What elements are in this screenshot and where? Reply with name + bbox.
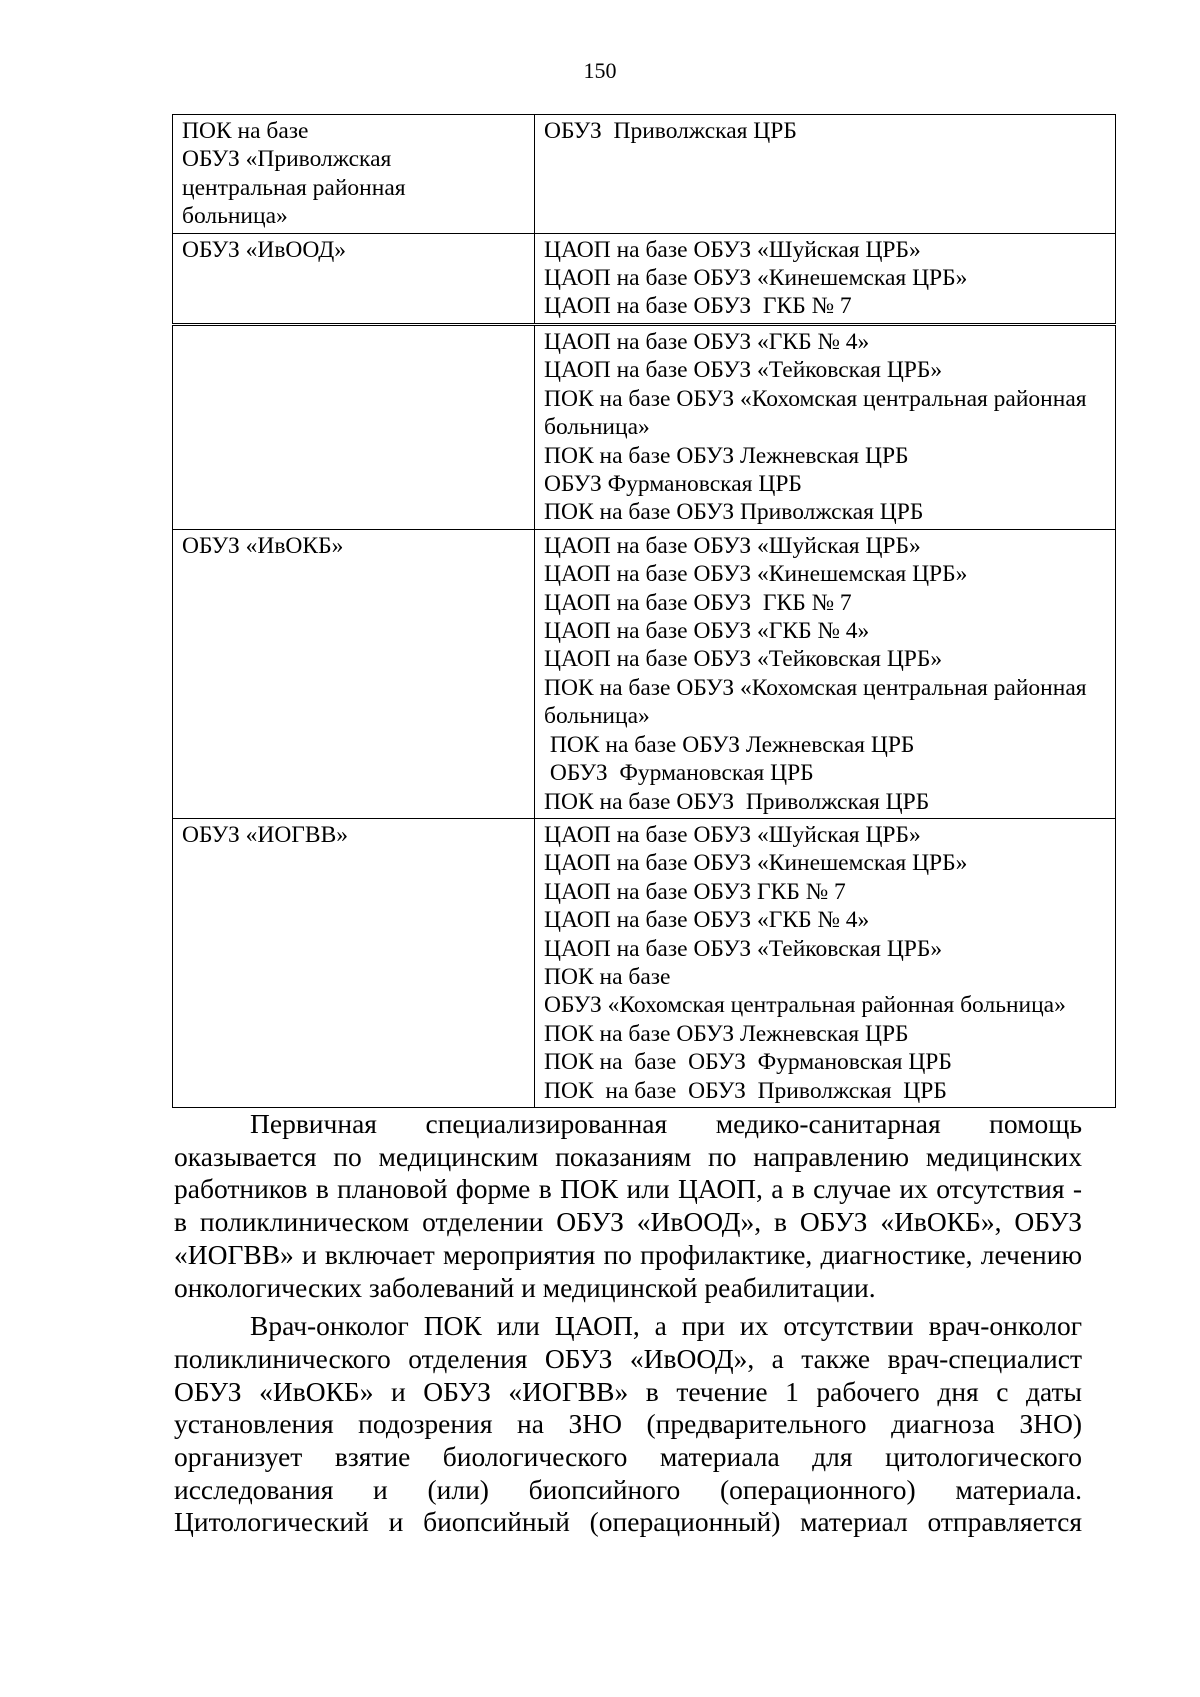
table-body <box>173 326 1116 1108</box>
cell-line: ЦАОП на базе ОБУЗ ГКБ № 7 <box>544 293 852 320</box>
cell-line: ПОК на базе ОБУЗ Лежневская ЦРБ <box>544 442 909 469</box>
cell-line: ПОК на базе <box>544 963 671 990</box>
cell-line: ОБУЗ «Приволжская <box>182 146 392 173</box>
table-row <box>173 326 1116 530</box>
facilities-cell <box>535 115 1116 234</box>
cell-line: ЦАОП на базе ОБУЗ «Кинешемская ЦРБ» <box>544 265 968 292</box>
cell-line <box>182 328 534 356</box>
organizations-table-part-2 <box>172 325 1116 1108</box>
cell-line: ОБУЗ Фурмановская ЦРБ <box>544 760 814 787</box>
cell-line: ОБУЗ Фурмановская ЦРБ <box>544 471 802 498</box>
cell-line: ПОК на базе ОБУЗ «Кохомская центральная районная <box>544 674 1087 701</box>
cell-line: ПОК на базе ОБУЗ Лежневская ЦРБ <box>544 1020 909 1047</box>
table-row <box>173 233 1116 323</box>
cell-line: ОБУЗ «Кохомская центральная районная больница» <box>544 992 1066 1019</box>
table-row <box>173 818 1116 1107</box>
table-row <box>173 115 1116 234</box>
cell-line: ПОК на базе ОБУЗ Приволжская ЦРБ <box>544 788 930 815</box>
table-row <box>173 529 1116 818</box>
cell-line: ПОК на базе ОБУЗ Лежневская ЦРБ <box>544 731 915 758</box>
cell-line: ЦАОП на базе ОБУЗ «Шуйская ЦРБ» <box>544 532 921 559</box>
cell-line: ЦАОП на базе ОБУЗ «Тейковская ЦРБ» <box>544 935 943 962</box>
body-text <box>174 1108 1082 1539</box>
page-number: 150 <box>583 58 617 83</box>
organization-cell <box>173 233 535 323</box>
organization-cell <box>173 115 535 234</box>
organization-cell <box>173 529 535 818</box>
table-body <box>173 115 1116 324</box>
cell-line: ЦАОП на базе ОБУЗ «ГКБ № 4» <box>544 907 870 934</box>
organization-cell <box>173 326 535 530</box>
cell-line: ПОК на базе ОБУЗ «Кохомская центральная районная <box>544 385 1087 412</box>
cell-line: ЦАОП на базе ОБУЗ «Тейковская ЦРБ» <box>544 646 943 673</box>
paragraph: Врач-онколог ПОК или ЦАОП, а при их отсутствии врач-онколог поликлинического отделения ОБУЗ «ИвООД», а также врач-специалист ОБУЗ «ИвОКБ» и ОБУЗ «ИОГВВ» в течение 1 рабочего дня с даты установления подозрения на ЗНО (предварительного диагноза ЗНО) организует взятие биологического материала для цитологического исследования и (или) биопсийного (операционного) материала. Цитологический и биопсийный (операционный) материал отправляется <box>174 1310 1082 1538</box>
facilities-cell <box>535 326 1116 530</box>
cell-line: ПОК на базе <box>182 118 309 144</box>
cell-line: ЦАОП на базе ОБУЗ «Тейковская ЦРБ» <box>544 357 943 384</box>
cell-line: ЦАОП на базе ОБУЗ «Шуйская ЦРБ» <box>544 236 921 263</box>
facilities-cell <box>535 529 1116 818</box>
organizations-table-part-1 <box>172 114 1116 324</box>
cell-line: ЦАОП на базе ОБУЗ «Шуйская ЦРБ» <box>544 821 921 848</box>
cell-line: ОБУЗ «ИОГВВ» <box>182 821 348 848</box>
cell-line: ПОК на базе ОБУЗ Приволжская ЦРБ <box>544 499 924 526</box>
cell-line: ЦАОП на базе ОБУЗ ГКБ № 7 <box>544 878 846 905</box>
paragraph: Первичная специализированная медико-санитарная помощь оказывается по медицинским показаниям по направлению медицинских работников в плановой форме в ПОК или ЦАОП, а в случае их отсутствия - в поликлиническом отделении ОБУЗ «ИвООД», в ОБУЗ «ИвОКБ», ОБУЗ «ИОГВВ» и включает мероприятия по профилактике, диагностике, лечению онкологических заболеваний и медицинской реабилитации. <box>174 1108 1082 1303</box>
cell-line: ЦАОП на базе ОБУЗ «Кинешемская ЦРБ» <box>544 561 968 588</box>
cell-line: ЦАОП на базе ОБУЗ «Кинешемская ЦРБ» <box>544 850 968 877</box>
cell-line: ЦАОП на базе ОБУЗ «ГКБ № 4» <box>544 618 870 645</box>
cell-line: ЦАОП на базе ОБУЗ ГКБ № 7 <box>544 589 852 616</box>
cell-line: ПОК на базе ОБУЗ Приволжская ЦРБ <box>544 1077 947 1104</box>
cell-line: больница» <box>544 414 650 441</box>
cell-line: ОБУЗ «ИвООД» <box>182 236 346 263</box>
facilities-cell <box>535 818 1116 1107</box>
cell-line: больница» <box>182 203 288 230</box>
cell-line: больница» <box>544 703 650 730</box>
cell-line: центральная районная <box>182 174 406 201</box>
facilities-cell <box>535 233 1116 323</box>
cell-line: ПОК на базе ОБУЗ Фурмановская ЦРБ <box>544 1049 952 1076</box>
cell-line: ОБУЗ Приволжская ЦРБ <box>544 118 797 144</box>
organization-cell <box>173 818 535 1107</box>
cell-line: ЦАОП на базе ОБУЗ «ГКБ № 4» <box>544 329 870 355</box>
cell-line: ОБУЗ «ИвОКБ» <box>182 532 344 559</box>
